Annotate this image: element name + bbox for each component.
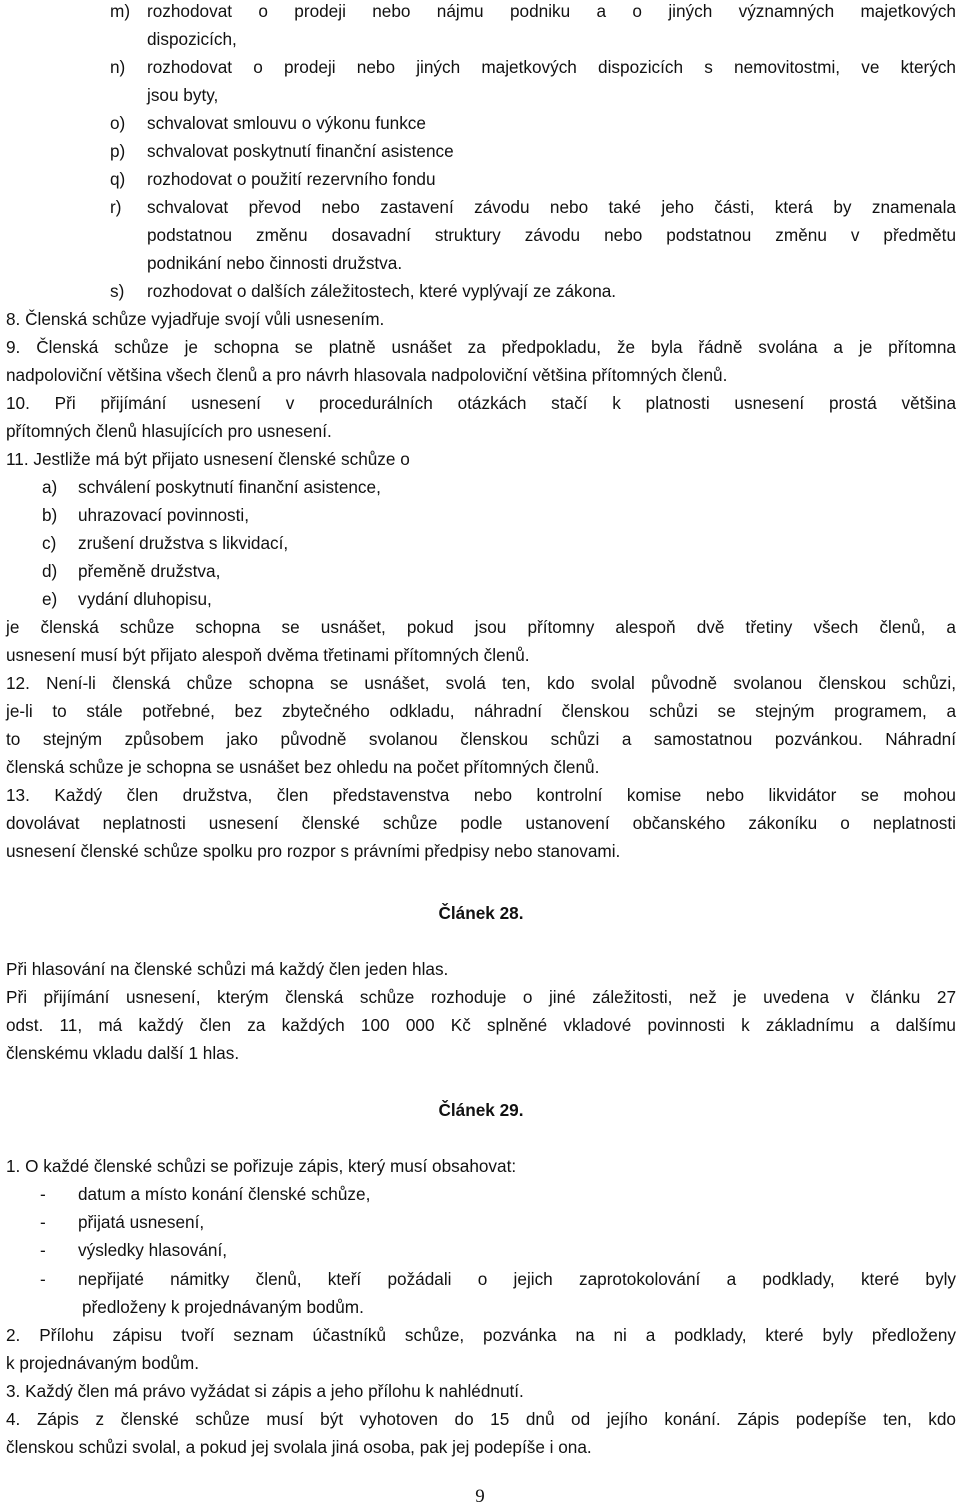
list-item-text: podnikání nebo činnosti družstva. [147,253,403,273]
list-label: r) [110,197,122,217]
paragraph-13-line: 13. Každý člen družstva, člen představenstva nebo kontrolní komise nebo likvidátor se mohou [6,785,956,805]
list-item-text: rozhodovat o prodeji nebo nájmu podniku a o jiných významných majetkových [147,1,956,21]
list-item-text: zrušení družstva s likvidací, [78,533,289,553]
list-label: c) [42,533,57,553]
bullet-dash: - [40,1184,46,1204]
article-29-point-4: 4. Zápis z členské schůze musí být vyhotoven do 15 dnů od jejího konání. Zápis podepíše ten, kdo [6,1409,956,1429]
paragraph-11-tail-line: je členská schůze schopna se usnášet, pokud jsou přítomny alespoň dvě třetiny všech členů, a [6,617,956,637]
list-item-text: uhrazovací povinnosti, [78,505,250,525]
list-item-text: vydání dluhopisu, [78,589,212,609]
page-number: 9 [475,1486,485,1507]
list-item-text: rozhodovat o použití rezervního fondu [147,169,436,189]
paragraph-13-line: usnesení členské schůze spolku pro rozpor s právními předpisy nebo stanovami. [6,841,621,861]
bullet-dash: - [40,1240,46,1260]
list-item-text: rozhodovat o dalších záležitostech, které vyplývají ze zákona. [147,281,617,301]
list-item-text: schvalovat smlouvu o výkonu funkce [147,113,426,133]
article-29-point-1: 1. O každé členské schůzi se pořizuje zápis, který musí obsahovat: [6,1156,517,1176]
paragraph-13-line: dovolávat neplatnosti usnesení členské schůze podle ustanovení občanského zákoníku o neplatnosti [6,813,956,833]
list-item-text: schvalovat poskytnutí finanční asistence [147,141,454,161]
paragraph-12-line: členská schůze je schopna se usnášet bez ohledu na počet přítomných členů. [6,757,600,777]
paragraph-11-intro: 11. Jestliže má být přijato usnesení členské schůze o [6,449,410,469]
list-label: d) [42,561,58,581]
article-29-point-2: k projednávaným bodům. [6,1353,199,1373]
list-label: b) [42,505,58,525]
list-label: o) [110,113,126,133]
bullet-dash: - [40,1212,46,1232]
list-label: q) [110,169,126,189]
list-item-text: jsou byty, [147,85,219,105]
bullet-dash: - [40,1269,46,1289]
article-heading: Článek 28. [438,903,524,923]
paragraph-12-line: to stejným způsobem jako původně svolanou členskou schůzi a samostatnou pozvánkou. Náhradní [6,729,956,749]
article-28-line: členskému vkladu další 1 hlas. [6,1043,240,1063]
article-heading: Článek 29. [438,1100,524,1120]
paragraph-9-line: nadpoloviční většina všech členů a pro návrh hlasovala nadpoloviční většina přítomných členů. [6,365,728,385]
list-item-text: předloženy k projednávaným bodům. [82,1297,364,1317]
list-label: n) [110,57,126,77]
article-28-line: Při přijímání usnesení, kterým členská schůze rozhoduje o jiné záležitosti, než je uvedena v článku 27 [6,987,956,1007]
paragraph-11-tail-line: usnesení musí být přijato alespoň dvěma třetinami přítomných členů. [6,645,530,665]
list-label: e) [42,589,58,609]
article-29-point-2: 2. Přílohu zápisu tvoří seznam účastníků schůze, pozvánka na ni a podklady, které byly předloženy [6,1325,956,1345]
list-item-text: podstatnou změnu dosavadní struktury závodu nebo podstatnou změnu v předmětu [147,225,956,245]
list-item-text: schvalovat převod nebo zastavení závodu nebo také jeho části, která by znamenala [147,197,956,217]
article-29-point-3: 3. Každý člen má právo vyžádat si zápis a jeho přílohu k nahlédnutí. [6,1381,524,1401]
list-item-text: přijatá usnesení, [78,1212,205,1232]
list-item-text: výsledky hlasování, [78,1240,228,1260]
paragraph-8: 8. Členská schůze vyjadřuje svojí vůli usnesením. [6,309,385,329]
paragraph-9-line: 9. Členská schůze je schopna se platně usnášet za předpokladu, že byla řádně svolána a je přítomna [6,337,956,357]
paragraph-12-line: 12. Není-li členská chůze schopna se usnášet, svolá ten, kdo svolal původně svolanou členskou schůzi, [6,673,956,693]
list-label: m) [110,1,131,21]
article-29-point-4: členskou schůzi svolal, a pokud jej svolala jiná osoba, pak jej podepíše i ona. [6,1437,592,1457]
list-item-text: přeměně družstva, [78,561,221,581]
list-item-text: rozhodovat o prodeji nebo jiných majetkových dispozicích s nemovitostmi, ve kterých [147,57,956,77]
article-28-line: odst. 11, má každý člen za každých 100 000 Kč splněné vkladové povinnosti k základnímu a dalšímu [6,1015,956,1035]
paragraph-10-line: 10. Při přijímání usnesení v procedurálních otázkách stačí k platnosti usnesení prostá většina [6,393,956,413]
list-label: a) [42,477,58,497]
list-label: p) [110,141,126,161]
paragraph-10-line: přítomných členů hlasujících pro usnesení. [6,421,332,441]
article-28-line: Při hlasování na členské schůzi má každý člen jeden hlas. [6,959,449,979]
list-item-text: nepřijaté námitky členů, kteří požádali o jejich zaprotokolování a podklady, které byly [78,1269,956,1289]
list-item-text: dispozicích, [147,29,237,49]
paragraph-12-line: je-li to stále potřebné, bez zbytečného odkladu, náhradní členskou schůzi se stejným programem, a [6,701,956,721]
list-label: s) [110,281,125,301]
list-item-text: datum a místo konání členské schůze, [78,1184,371,1204]
list-item-text: schválení poskytnutí finanční asistence, [78,477,381,497]
